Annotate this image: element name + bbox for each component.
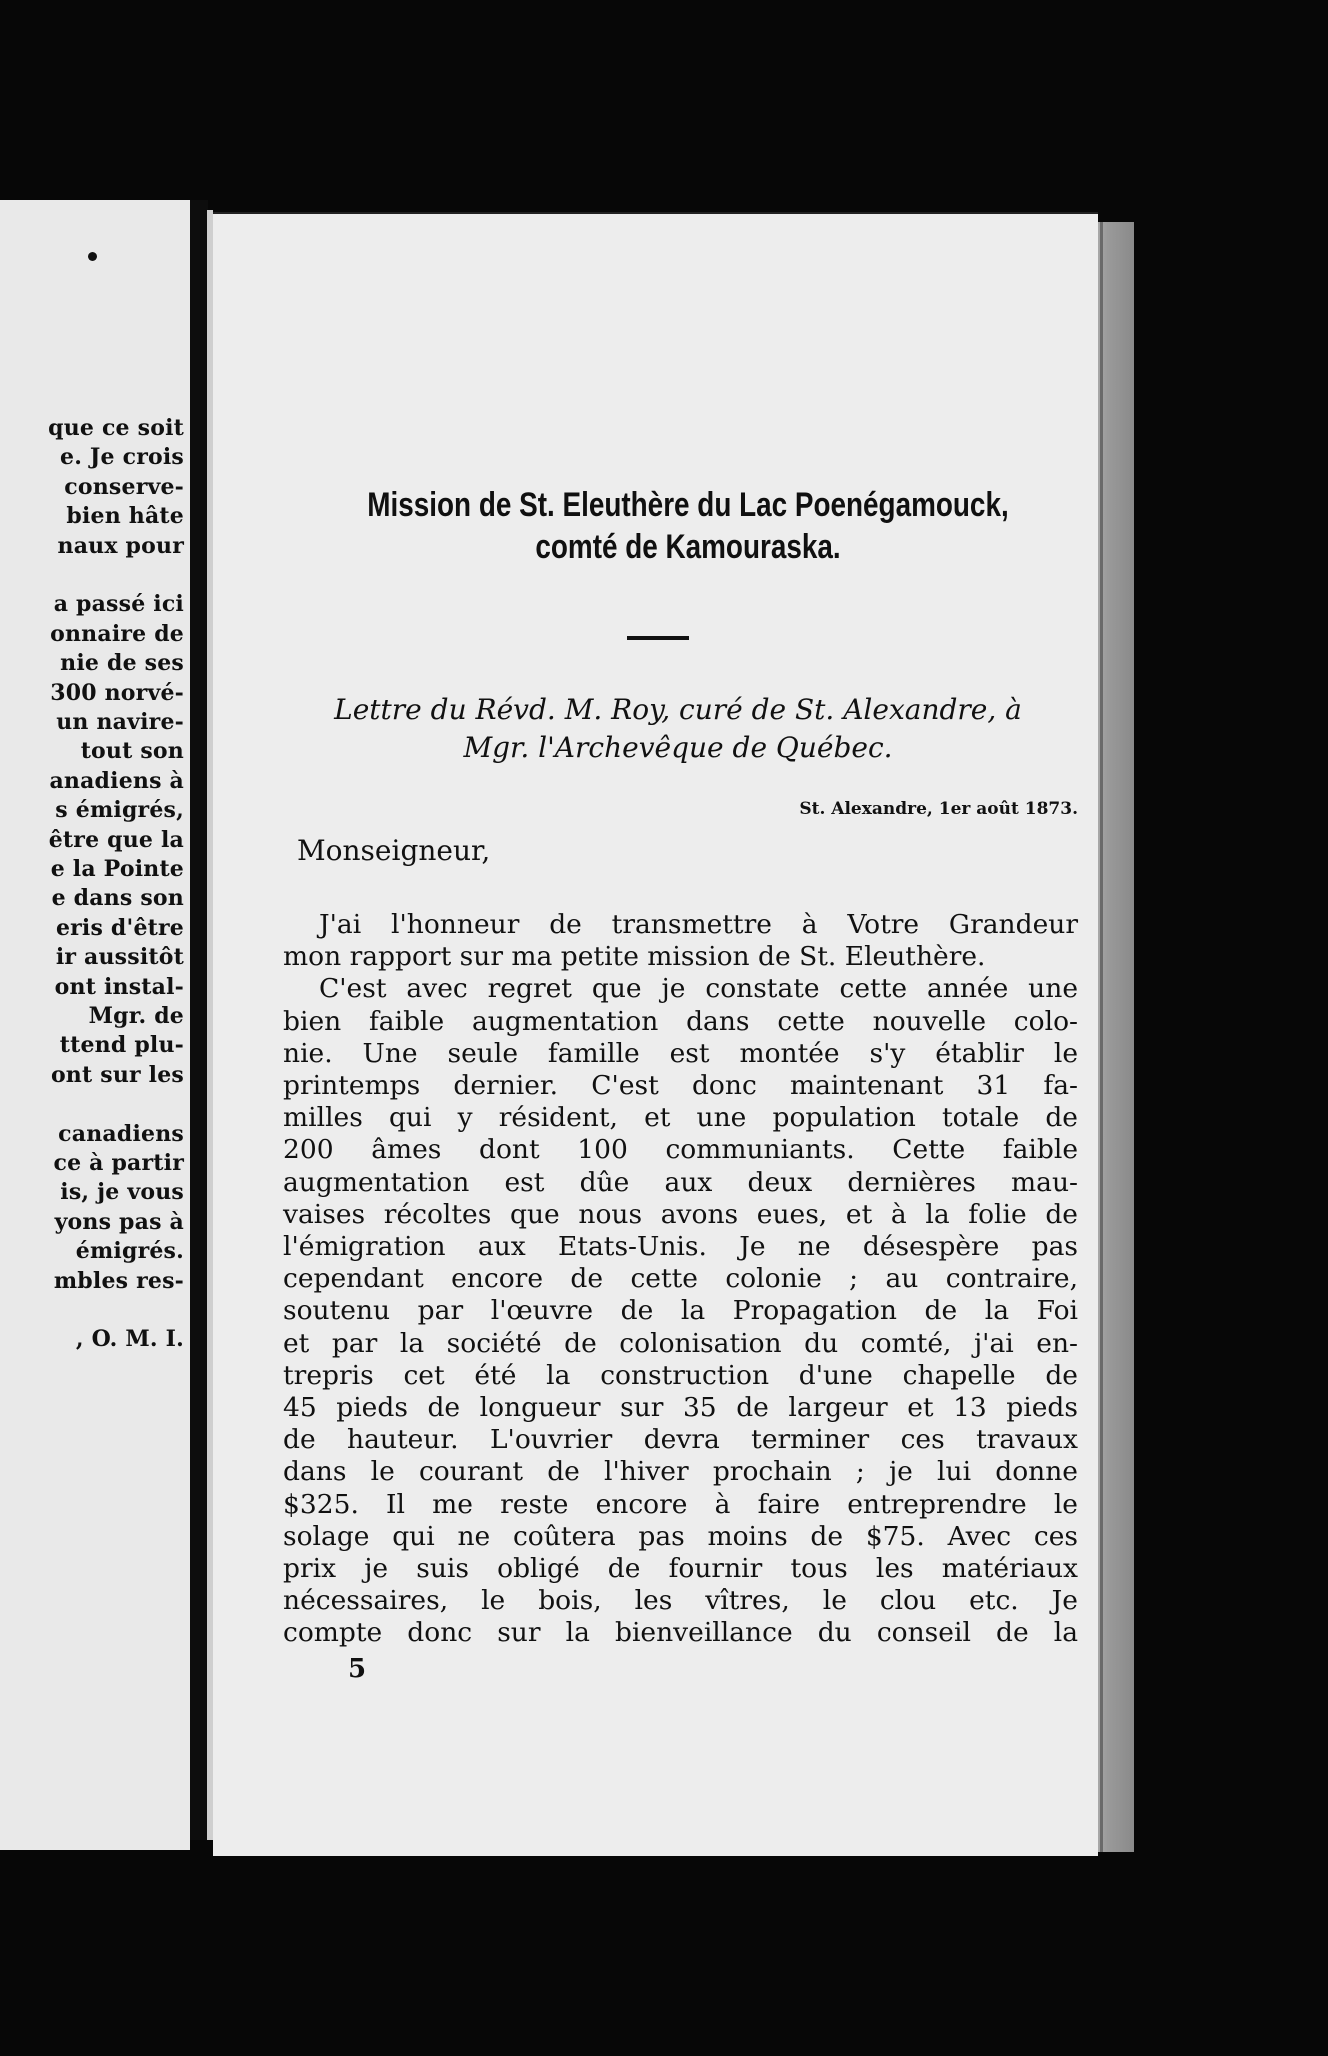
body-line: prix je suis obligé de fournir tous les matériaux — [283, 1553, 1078, 1585]
body-line: de hauteur. L'ouvrier devra terminer ces travaux — [283, 1424, 1078, 1456]
body-line: compte donc sur la bienveillance du conseil de la — [283, 1617, 1078, 1649]
body-line: mon rapport sur ma petite mission de St. Eleuthère. — [283, 941, 986, 973]
left-page-line: e la Pointe — [50, 856, 184, 882]
letter-salutation: Monseigneur, — [297, 834, 491, 867]
letter-body — [283, 909, 1083, 1650]
left-page-line: canadiens — [58, 1120, 184, 1147]
body-line: C'est avec regret que je constate cette année une — [319, 973, 1078, 1005]
left-page-line: ir aussitôt — [55, 944, 184, 971]
title-line-2: comté de Kamouraska. — [535, 528, 841, 566]
left-page-line: ce à partir — [53, 1150, 184, 1176]
left-page-line: , O. M. I. — [75, 1326, 184, 1353]
left-page-line: nie de ses — [60, 650, 184, 677]
body-line: bien faible augmentation dans cette nouvelle colo- — [283, 1005, 1078, 1037]
left-page-line: a passé ici — [53, 591, 184, 618]
left-page-line: ont instal- — [54, 973, 184, 1000]
body-line: augmentation est dûe aux deux dernières mau- — [283, 1166, 1078, 1198]
body-line: solage qui ne coûtera pas moins de $75. Avec ces — [283, 1520, 1078, 1552]
left-page-line: 300 norvé- — [50, 679, 184, 706]
body-line: dans le courant de l'hiver prochain ; je lui donne — [283, 1456, 1078, 1488]
left-page-line: e. Je crois — [60, 444, 184, 471]
body-line: soutenu par l'œuvre de la Propagation de la Foi — [283, 1295, 1078, 1327]
left-page-line: Mgr. de — [88, 1003, 184, 1029]
body-line: cependant encore de cette colonie ; au contraire, — [283, 1263, 1078, 1295]
left-page-line: mbles res- — [53, 1267, 184, 1294]
body-line: $325. Il me reste encore à faire entreprendre le — [283, 1488, 1078, 1520]
left-page-line: que ce soit — [48, 415, 184, 441]
body-line: l'émigration aux Etats-Unis. Je ne désespère pas — [283, 1231, 1078, 1263]
page-content — [213, 214, 1098, 1856]
body-line: 200 âmes dont 100 communiants. Cette faible — [283, 1134, 1078, 1166]
subtitle-line-1: Lettre du Révd. M. Roy, curé de St. Alexandre, à — [334, 693, 1022, 726]
left-page — [0, 200, 190, 1850]
left-page-line: conserve- — [64, 473, 184, 500]
body-line: nécessaires, le bois, les vîtres, le clou etc. Je — [283, 1585, 1078, 1617]
left-page-line: un navire- — [56, 709, 184, 735]
left-page-line: bien hâte — [66, 503, 184, 530]
left-page-line: tout son — [80, 738, 184, 765]
body-line: nie. Une seule famille est montée s'y établir le — [283, 1037, 1078, 1069]
page-gutter — [190, 200, 208, 1840]
left-page-line: eris d'être — [55, 914, 184, 941]
left-page-line: être que la — [48, 826, 184, 853]
subtitle-line-2: Mgr. l'Archevêque de Québec. — [463, 731, 893, 764]
left-page-line: s émigrés, — [55, 797, 184, 824]
left-page-line: onnaire de — [50, 620, 184, 647]
ink-dot — [88, 252, 97, 261]
left-page-line: yons pas à — [54, 1208, 184, 1235]
left-page-line: naux pour — [57, 532, 184, 559]
page-stack-line — [1100, 222, 1103, 1852]
body-line: 45 pieds de longueur sur 35 de largeur et 13 pieds — [283, 1392, 1078, 1424]
body-line: vaises récoltes que nous avons eues, et à la folie de — [283, 1198, 1078, 1230]
signature-mark: 5 — [348, 1654, 367, 1684]
left-page-line: ont sur les — [50, 1061, 184, 1088]
left-page-line: is, je vous — [60, 1179, 184, 1206]
body-line: et par la société de colonisation du comté, j'ai en- — [283, 1327, 1078, 1359]
left-page-line: e dans son — [51, 885, 184, 912]
left-page-line: émigrés. — [75, 1238, 184, 1265]
body-line: printemps dernier. C'est donc maintenant 31 fa- — [283, 1070, 1078, 1102]
body-line: milles qui y résident, et une population totale de — [283, 1102, 1078, 1134]
body-line: J'ai l'honneur de transmettre à Votre Grandeur — [319, 909, 1078, 940]
mission-title — [348, 484, 1029, 568]
title-line-1: Mission de St. Eleuthère du Lac Poenégamouck, — [367, 486, 1009, 524]
letter-subtitle — [263, 691, 1093, 767]
title-rule — [627, 636, 689, 640]
body-line: trepris cet été la construction d'une chapelle de — [283, 1359, 1078, 1391]
right-page — [213, 212, 1098, 1856]
letter-dateline: St. Alexandre, 1er août 1873. — [799, 799, 1078, 819]
left-page-line: ttend plu- — [59, 1032, 184, 1059]
left-page-line: anadiens à — [49, 767, 184, 794]
